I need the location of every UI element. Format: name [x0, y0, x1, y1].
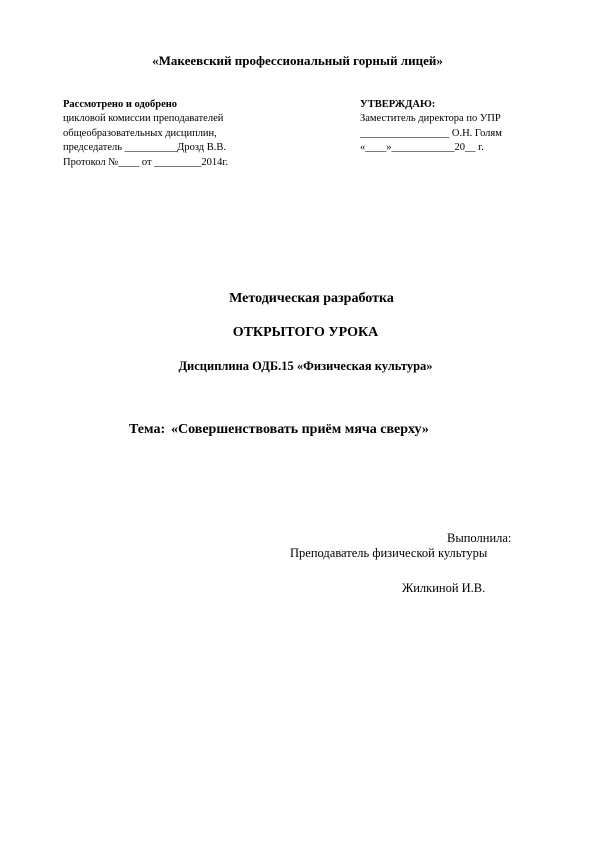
review-protocol-line: Протокол №____ от _________2014г.: [63, 156, 229, 168]
review-chairman-line: председатель __________Дрозд В.В.: [63, 142, 227, 154]
open-lesson-heading: ОТКРЫТОГО УРОКА: [232, 325, 379, 340]
author-name: Жилкиной И.В.: [402, 581, 486, 595]
author-position: Преподаватель физической культуры: [290, 546, 488, 560]
approve-signature-line: _________________ О.Н. Голям: [360, 127, 502, 139]
review-approval-block: [63, 98, 228, 170]
approve-block: [360, 98, 502, 156]
topic-line: [129, 421, 429, 439]
topic-text: «Совершенствовать приём мяча сверху»: [171, 422, 429, 437]
document-type-heading: Методическая разработка: [229, 291, 394, 306]
approve-heading: УТВЕРЖДАЮ:: [360, 99, 436, 110]
approve-position-line: Заместитель директора по УПР: [360, 113, 501, 125]
topic-label: Тема:: [129, 422, 166, 437]
review-committee-line: цикловой комиссии преподавателей: [63, 113, 224, 125]
discipline-heading: Дисциплина ОДБ.15 «Физическая культура»: [178, 359, 433, 373]
review-heading: Рассмотрено и одобрено: [63, 99, 178, 110]
review-disciplines-line: общеобразовательных дисциплин,: [63, 127, 217, 139]
approve-date-line: «____»____________20__ г.: [360, 142, 484, 154]
institution-title: «Макеевский профессиональный горный лицей»: [152, 53, 443, 68]
performed-by-label: Выполнила:: [447, 531, 512, 545]
